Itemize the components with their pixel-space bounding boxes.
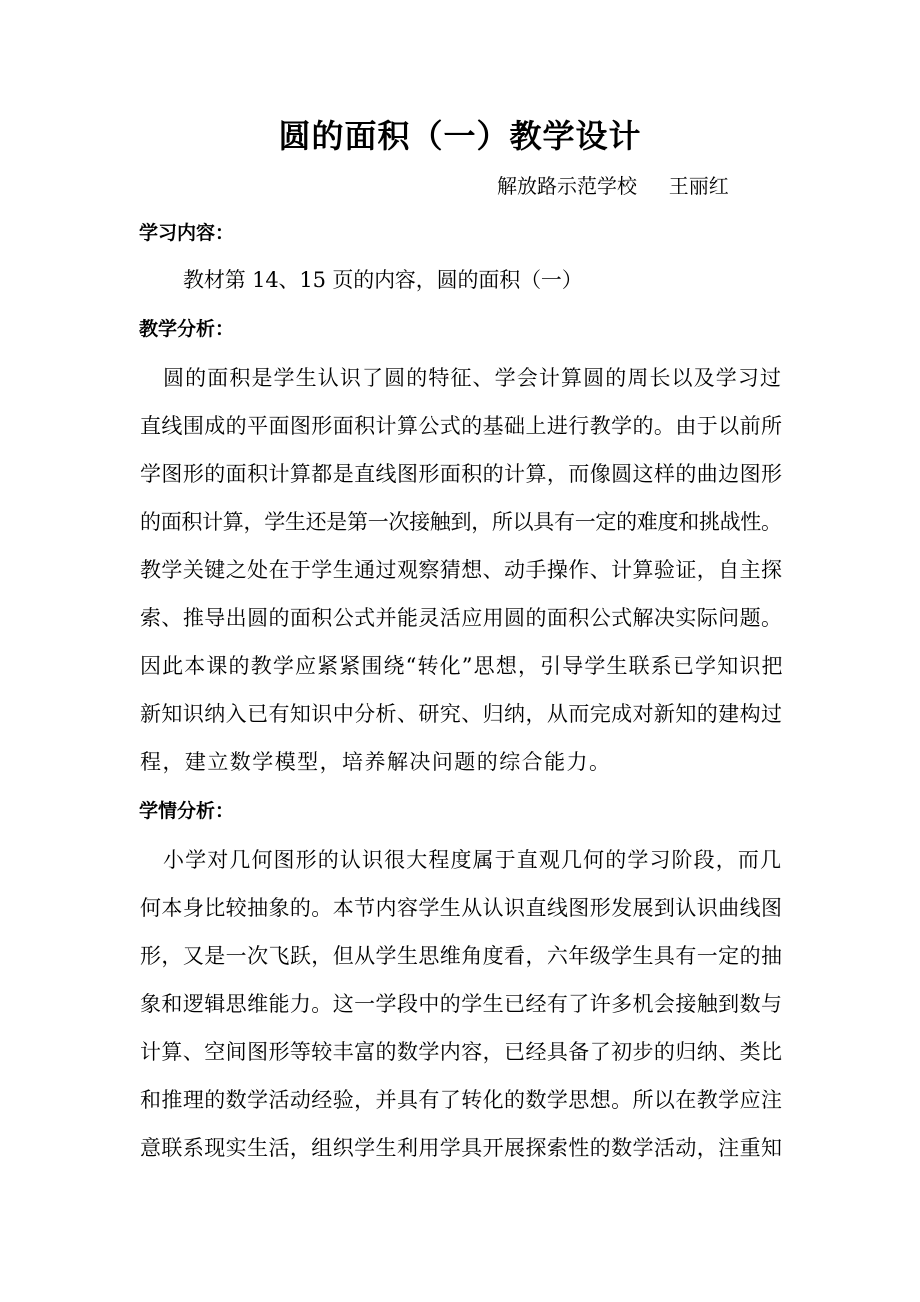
paragraph-line: 新知识纳入已有知识中分析、研究、归纳，从而完成对新知的建构过	[140, 702, 783, 726]
paragraph-line: 因此本课的教学应紧紧围绕“转化”思想，引导学生联系已学知识把	[140, 654, 784, 678]
paragraph-line: 形，又是一次飞跃，但从学生思维角度看，六年级学生具有一定的抽	[140, 944, 783, 968]
section-heading-teaching-analysis: 教学分析：	[139, 318, 235, 340]
section-heading-student-analysis: 学情分析：	[139, 800, 235, 822]
paragraph-line: 教学关键之处在于学生通过观察猜想、动手操作、计算验证，自主探	[140, 558, 783, 582]
paragraph-line: 和推理的数学活动经验，并具有了转化的数学思想。所以在教学应注	[140, 1088, 783, 1112]
paragraph-line: 象和逻辑思维能力。这一学段中的学生已经有了许多机会接触到数与	[140, 992, 783, 1016]
paragraph-line: 的面积计算，学生还是第一次接触到，所以具有一定的难度和挑战性。	[140, 510, 782, 534]
author-line: 解放路示范学校 王丽红	[497, 174, 729, 198]
document-title: 圆的面积（一）教学设计	[278, 117, 642, 155]
paragraph-line: 教材第 14、15 页的内容，圆的面积（一）	[183, 268, 583, 292]
paragraph-line: 计算、空间图形等较丰富的数学内容，已经具备了初步的归纳、类比	[140, 1040, 783, 1064]
section-heading-content: 学习内容：	[139, 222, 235, 244]
paragraph-line: 学图形的面积计算都是直线图形面积的计算，而像圆这样的曲边图形	[140, 462, 783, 486]
paragraph-line: 小学对几何图形的认识很大程度属于直观几何的学习阶段，而几	[163, 848, 783, 872]
paragraph-line: 索、推导出圆的面积公式并能灵活应用圆的面积公式解决实际问题。	[140, 606, 783, 630]
paragraph-line: 程，建立数学模型，培养解决问题的综合能力。	[140, 750, 612, 774]
paragraph-line: 直线围成的平面图形面积计算公式的基础上进行教学的。由于以前所	[140, 414, 783, 438]
paragraph-line: 圆的面积是学生认识了圆的特征、学会计算圆的周长以及学习过	[163, 366, 783, 390]
paragraph-line: 何本身比较抽象的。本节内容学生从认识直线图形发展到认识曲线图	[140, 896, 783, 920]
paragraph-line: 意联系现实生活，组织学生利用学具开展探索性的数学活动，注重知	[140, 1136, 783, 1160]
